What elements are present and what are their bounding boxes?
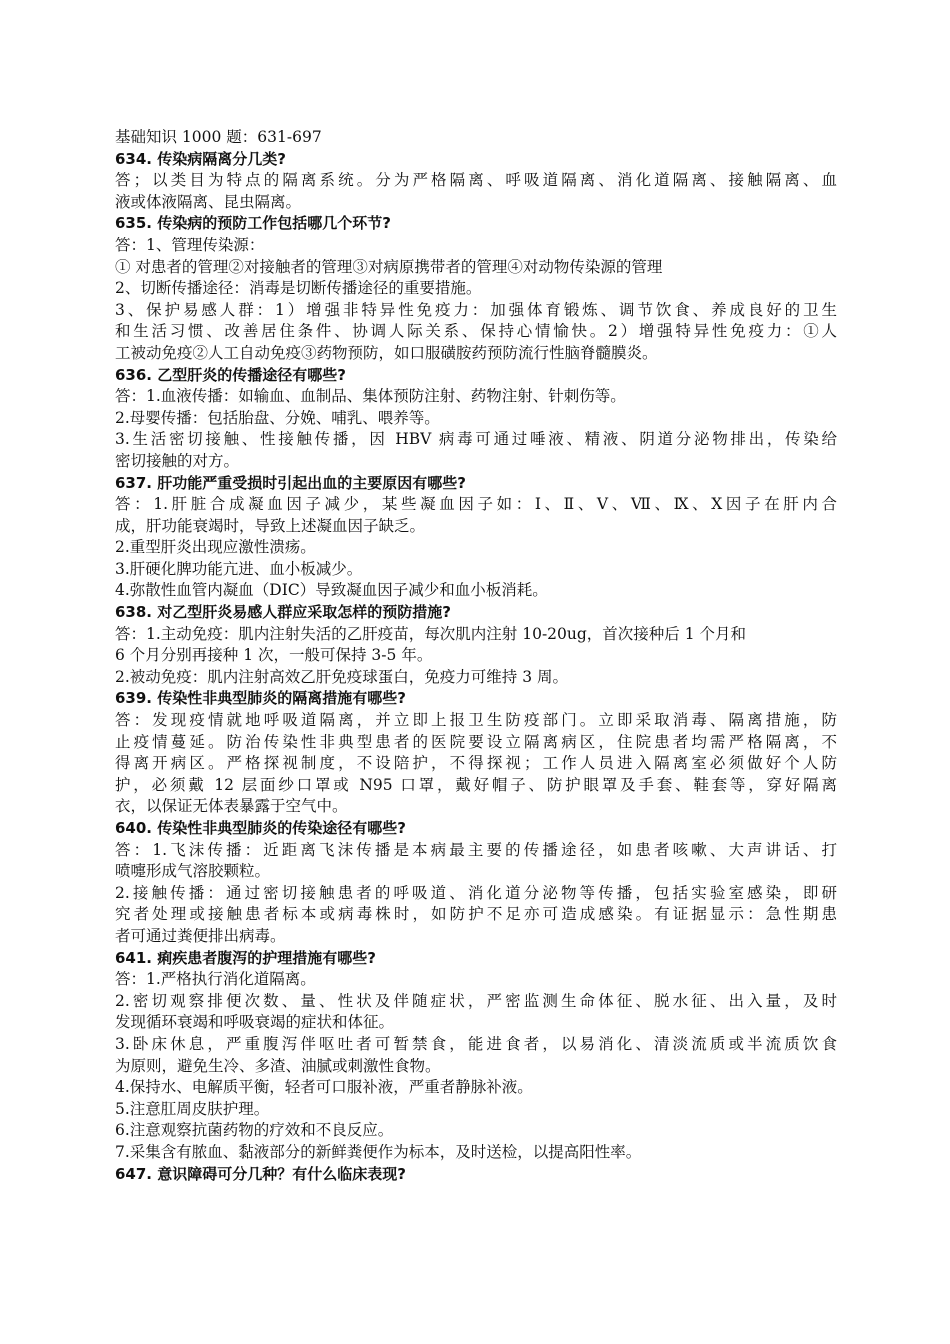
question-heading: 636. 乙型肝炎的传播途径有哪些? <box>115 365 346 384</box>
qa-section <box>115 818 837 948</box>
answer-line: ① 对患者的管理②对接触者的管理③对病原携带者的管理④对动物传染源的管理 <box>115 257 663 276</box>
answer-line: 3、保护易感人群：1）增强非特异性免疫力：加强体育锻炼、调节饮食、养成良好的卫生 <box>115 300 837 319</box>
question-heading: 634. 传染病隔离分几类? <box>115 149 286 168</box>
answer-line: 成，肝功能衰竭时，导致上述凝血因子缺乏。 <box>115 516 426 535</box>
answer-line: 2.母婴传播：包括胎盘、分娩、哺乳、喂养等。 <box>115 408 440 427</box>
answer-line: 2.重型肝炎出现应激性溃疡。 <box>115 538 316 557</box>
answer-line: 衣，以保证无体表暴露于空气中。 <box>115 797 348 816</box>
answer-line: 液或体液隔离、昆虫隔离。 <box>115 192 302 211</box>
answer-line: 2.密切观察排便次数、量、性状及伴随症状，严密监测生命体征、脱水征、出入量，及时 <box>115 991 837 1010</box>
answer-line: 4.保持水、电解质平衡，轻者可口服补液，严重者静脉补液。 <box>115 1078 533 1097</box>
document-page <box>115 127 837 1185</box>
answer-line: 答；以类目为特点的隔离系统。分为严格隔离、呼吸道隔离、消化道隔离、接触隔离、血 <box>115 171 837 190</box>
answer-line: 答：1.血液传播：如输血、血制品、集体预防注射、药物注射、针刺伤等。 <box>115 387 626 406</box>
answer-line: 2、切断传播途径：消毒是切断传播途径的重要措施。 <box>115 279 482 298</box>
question-heading: 639. 传染性非典型肺炎的隔离措施有哪些? <box>115 689 406 708</box>
qa-section <box>115 473 837 603</box>
answer-line: 答：1.飞沫传播：近距离飞沫传播是本病最主要的传播途径，如患者咳嗽、大声讲话、打 <box>115 840 837 859</box>
answer-line: 得离开病区。严格探视制度，不设陪护，不得探视；工作人员进入隔离室必须做好个人防 <box>115 754 837 773</box>
question-heading: 638. 对乙型肝炎易感人群应采取怎样的预防措施? <box>115 603 451 622</box>
answer-line: 喷嚏形成气溶胶颗粒。 <box>115 862 271 881</box>
question-heading: 637. 肝功能严重受损时引起出血的主要原因有哪些? <box>115 473 466 492</box>
answer-line: 3.卧床休息，严重腹泻伴呕吐者可暂禁食，能进食者，以易消化、清淡流质或半流质饮食 <box>115 1034 837 1053</box>
answer-line: 止疫情蔓延。防治传染性非典型患者的医院要设立隔离病区，住院患者均需严格隔离，不 <box>115 732 837 751</box>
answer-line: 2.被动免疫：肌内注射高效乙肝免疫球蛋白，免疫力可维持 3 周。 <box>115 667 569 686</box>
answer-line: 答：1、管理传染源： <box>115 235 265 254</box>
document-header: 基础知识 1000 题：631-697 <box>115 128 322 146</box>
answer-line: 答：1.肝脏合成凝血因子减少，某些凝血因子如：Ⅰ、Ⅱ、Ⅴ、Ⅶ、Ⅸ、Ⅹ因子在肝内合 <box>115 495 837 514</box>
answer-line: 2.接触传播：通过密切接触患者的呼吸道、消化道分泌物等传播，包括实验室感染，即研 <box>115 883 837 902</box>
answer-line: 答：发现疫情就地呼吸道隔离，并立即上报卫生防疫部门。立即采取消毒、隔离措施，防 <box>115 711 837 730</box>
qa-section <box>115 1164 837 1186</box>
answer-line: 究者处理或接触患者标本或病毒株时，如防护不足亦可造成感染。有证据显示：急性期患 <box>115 905 837 924</box>
qa-section <box>115 688 837 818</box>
qa-content <box>115 149 837 1186</box>
answer-line: 者可通过粪便排出病毒。 <box>115 926 286 945</box>
qa-section <box>115 365 837 473</box>
qa-section <box>115 948 837 1164</box>
qa-section <box>115 213 837 364</box>
answer-line: 为原则，避免生冷、多渣、油腻或刺激性食物。 <box>115 1056 441 1075</box>
answer-line: 发现循环衰竭和呼吸衰竭的症状和体征。 <box>115 1013 395 1032</box>
answer-line: 答：1.严格执行消化道隔离。 <box>115 970 316 989</box>
answer-line: 工被动免疫②人工自动免疫③药物预防，如口服磺胺药预防流行性脑脊髓膜炎。 <box>115 343 658 362</box>
answer-line: 6 个月分别再接种 1 次，一般可保持 3-5 年。 <box>115 646 433 665</box>
answer-line: 5.注意肛周皮肤护理。 <box>115 1099 270 1118</box>
answer-line: 护，必须戴 12 层面纱口罩或 N95 口罩，戴好帽子、防护眼罩及手套、鞋套等，穿好隔离 <box>115 775 837 794</box>
answer-line: 答：1.主动免疫：肌内注射失活的乙肝疫苗，每次肌内注射 10-20ug，首次接种后 1 个月和 <box>115 624 747 643</box>
question-heading: 640. 传染性非典型肺炎的传染途径有哪些? <box>115 819 406 837</box>
question-heading: 641. 痢疾患者腹泻的护理措施有哪些? <box>115 948 376 967</box>
answer-line: 4.弥散性血管内凝血（DIC）导致凝血因子减少和血小板消耗。 <box>115 581 548 600</box>
question-heading: 635. 传染病的预防工作包括哪几个环节? <box>115 214 391 233</box>
answer-line: 和生活习惯、改善居住条件、协调人际关系、保持心情愉快。2）增强特异性免疫力：①人 <box>115 322 837 341</box>
qa-section <box>115 602 837 688</box>
answer-line: 3.生活密切接触、性接触传播，因 HBV 病毒可通过唾液、精液、阴道分泌物排出，传染给 <box>115 430 837 449</box>
question-heading: 647. 意识障碍可分几种？有什么临床表现? <box>115 1164 406 1183</box>
answer-line: 3.肝硬化脾功能亢进、血小板减少。 <box>115 559 363 578</box>
answer-line: 密切接触的对方。 <box>115 451 240 470</box>
answer-line: 6.注意观察抗菌药物的疗效和不良反应。 <box>115 1121 394 1140</box>
qa-section <box>115 149 837 214</box>
answer-line: 7.采集含有脓血、黏液部分的新鲜粪便作为标本，及时送检，以提高阳性率。 <box>115 1142 642 1161</box>
